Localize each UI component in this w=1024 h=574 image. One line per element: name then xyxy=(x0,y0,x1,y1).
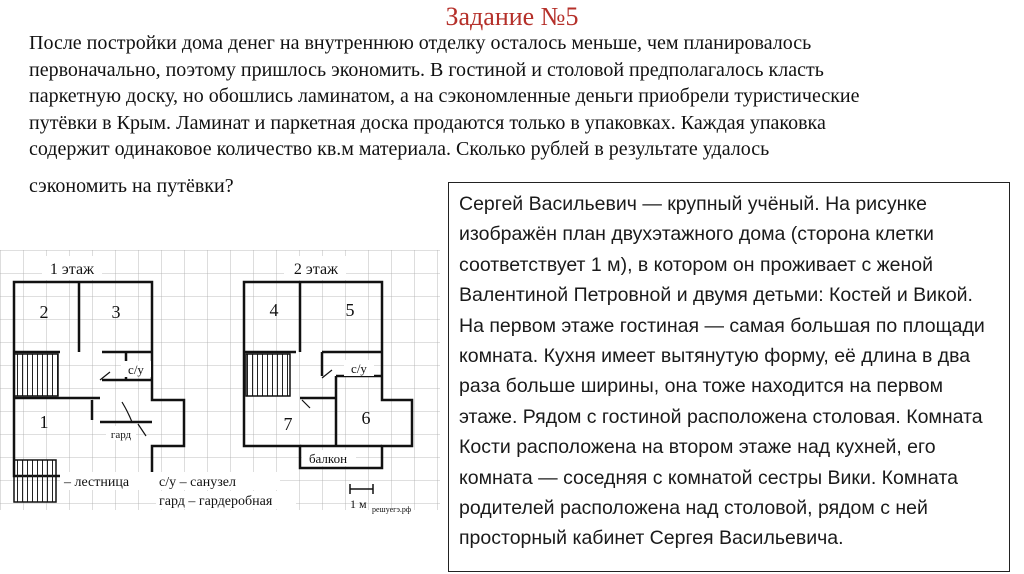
floor-1-label: 1 этаж xyxy=(49,261,95,278)
plan-grid xyxy=(0,250,440,510)
balcony-label: балкон xyxy=(308,451,348,466)
bathroom-label-floor-2: с/у xyxy=(351,361,367,376)
room-number-5: 5 xyxy=(345,300,355,320)
wardrobe-label: гард xyxy=(110,429,132,441)
task-line: сэкономить на путёвки? xyxy=(29,174,234,197)
room-number-4: 4 xyxy=(269,300,279,320)
stairs-floor-2 xyxy=(246,354,290,396)
task-line: паркетную доску, но обошлись ламинатом, а на сэкономленные деньги приобрели туристические xyxy=(29,85,860,107)
floor-2-label: 2 этаж xyxy=(293,261,339,278)
task-line: содержит одинаковое количество кв.м материала. Сколько рублей в результате удалось xyxy=(29,138,770,160)
legend-wardrobe: гард – гардеробная xyxy=(159,494,273,509)
room-number-1: 1 xyxy=(39,412,49,432)
house-floor-plan xyxy=(0,250,440,520)
legend-stairs: – лестница xyxy=(64,475,130,490)
info-box: Сергей Васильевич — крупный учёный. На рисунке изображён план двухэтажного дома (сторона клетки соответствует 1 м), в котором он проживает с женой Валентиной Петровной и двумя детьми: Костей и Викой. На первом этаже гостиная — самая большая по площади комната. Кухня имеет вытянутую форму, её длина в два раза больше ширины, она тоже находится на первом этаже. Рядом с гостиной расположена столовая. Комната Кости расположена на втором этаже над кухней, его комната — соседняя с комнатой сестры Вики. Комната родителей расположена над столовой, рядом с ней просторный кабинет Сергея Васильевича. xyxy=(448,182,1010,572)
task-line: После постройки дома денег на внутреннюю отделку осталось меньше, чем планировалось xyxy=(29,32,812,54)
room-number-6: 6 xyxy=(361,408,371,428)
task-line: путёвки в Крым. Ламинат и паркетная доска продаются только в упаковках. Каждая упаковка xyxy=(29,111,826,134)
room-number-3: 3 xyxy=(111,302,121,322)
room-number-2: 2 xyxy=(39,302,49,322)
task-line: первоначально, поэтому пришлось экономить. В гостиной и столовой предполагалось класть xyxy=(29,58,824,81)
room-number-7: 7 xyxy=(283,414,293,434)
task-title: Задание №5 xyxy=(445,2,579,31)
watermark: решуегэ.рф xyxy=(372,505,412,514)
task-text xyxy=(29,30,1004,199)
stairs-floor-1 xyxy=(14,354,58,396)
bathroom-label-floor-1: с/у xyxy=(128,362,144,377)
legend-bathroom: с/у – санузел xyxy=(159,475,236,490)
scale-label: 1 м xyxy=(350,497,367,511)
legend-stairs-swatch xyxy=(14,460,56,502)
